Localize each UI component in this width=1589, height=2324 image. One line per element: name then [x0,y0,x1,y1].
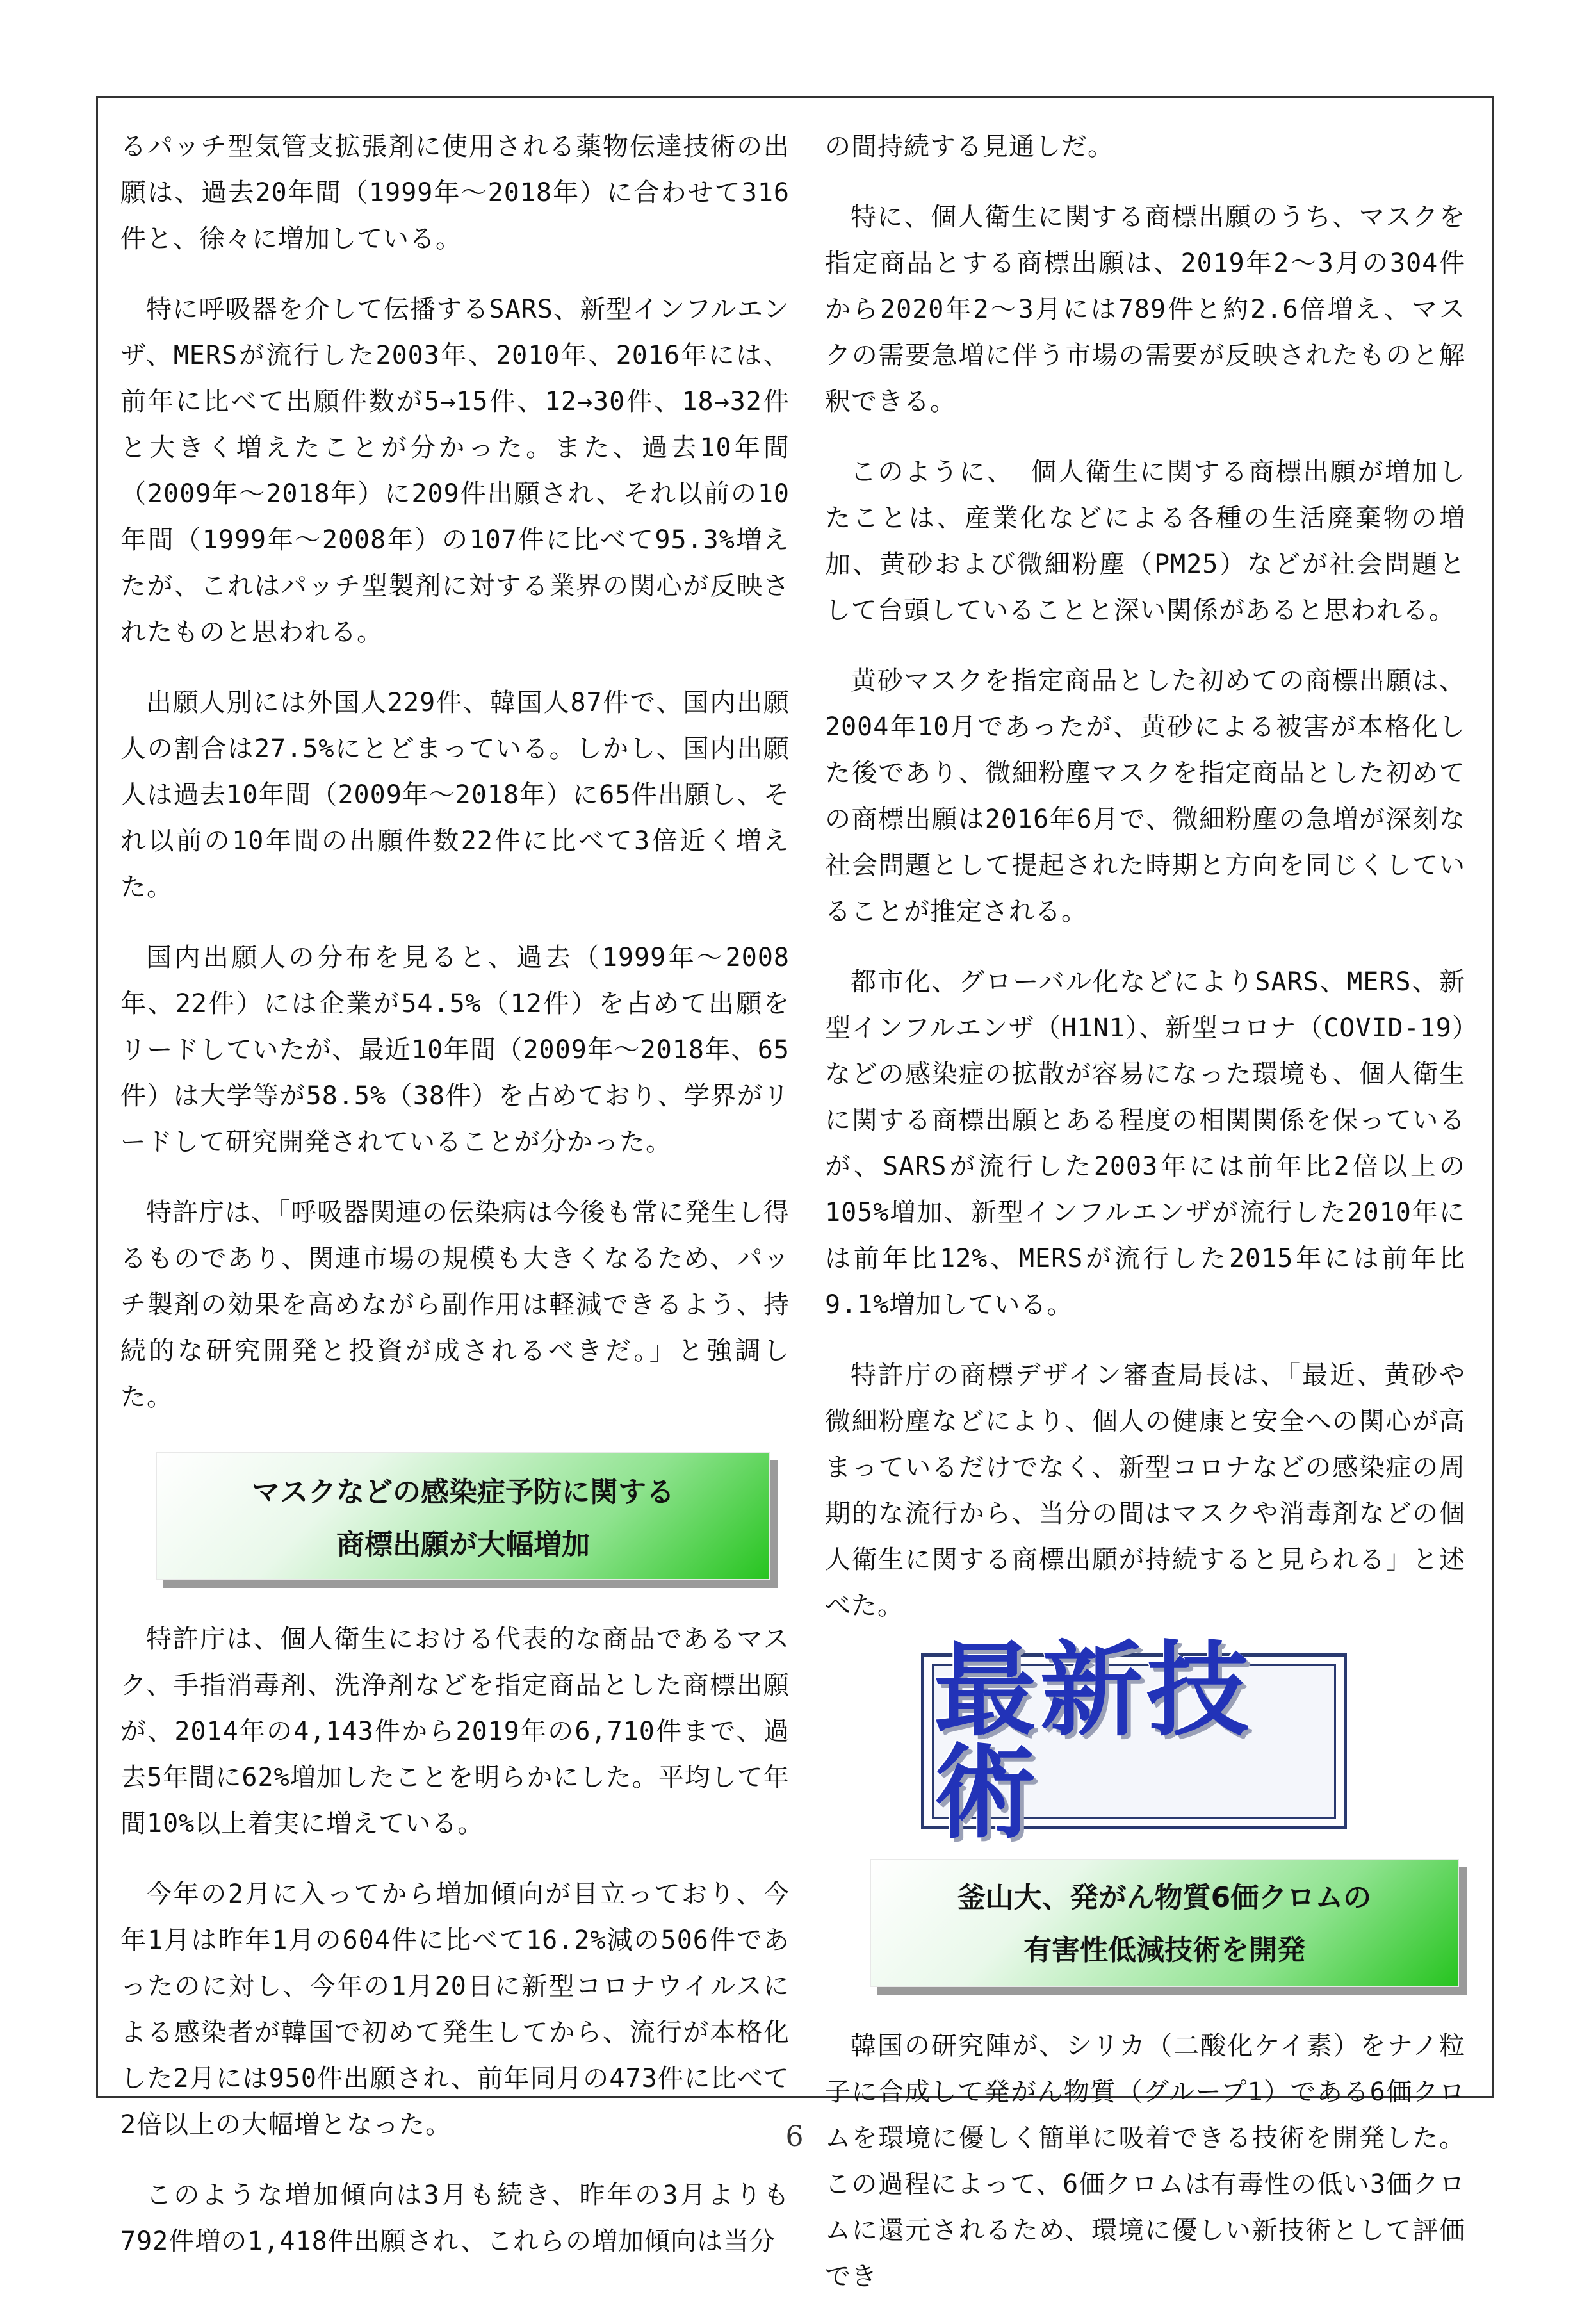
mask-heading-line-1: マスクなどの感染症予防に関する [252,1476,674,1509]
latest-tech-banner-inner [932,1630,1336,1853]
page-frame [96,96,1494,2291]
right-paragraph-7: 韓国の研究陣が、シリカ（二酸化ケイ素）をナノ粒子に合成して発がん物質（グループ1）である6価クロムを環境に優しく簡単に吸着できる技術を開発した。この過程によって、6価クロムは有毒性の低い3価クロムに還元されるため、環境に優しい新技術として評価でき [825,2031,1465,2291]
mask-trademark-heading [156,1452,770,1580]
chromium-heading-line-2: 有害性低減技術を開発 [1023,1934,1305,1967]
latest-tech-title: 最新技術 [934,1630,1253,1853]
right-column [825,124,1465,2324]
left-paragraph-3: 出願人別には外国人229件、韓国人87件で、国内出願人の割合は27.5%にとどまっている。しかし、国内出願人は過去10年間（2009年～2018年）に65件出願し、それ以前の10年間の出願件数22件に比べて3倍近く増えた。 [120,688,790,902]
left-column [120,124,790,2289]
page-number: 6 [785,2120,804,2153]
left-paragraph-2: 特に呼吸器を介して伝播するSARS、新型インフルエンザ、MERSが流行した2003年、2010年、2016年には、前年に比べて出願件数が5→15件、12→30件、18→32件と大きく増えたことが分かった。また、過去10年間（2009年～2018年）に209件出願され、それ以前の10年間（1999年～2008年）の107件に比べて95.3%増えたが、これはパッチ型製剤に対する業界の関心が反映されたものと思われる。 [120,295,790,647]
left-paragraph-5: 特許庁は、「呼吸器関連の伝染病は今後も常に発生し得るものであり、関連市場の規模も大きくなるため、パッチ製剤の効果を高めながら副作用は軽減できるよう、持続的な研究開発と投資が成されるべきだ。」と強調した。 [120,1198,790,1412]
left-paragraph-6: 特許庁は、個人衛生における代表的な商品であるマスク、手指消毒剤、洗浄剤などを指定商品とした商標出願が、2014年の4,143件から2019年の6,710件まで、過去5年間に62%増加したことを明らかにした。平均して年間10%以上着実に増えている。 [120,1624,790,1838]
left-paragraph-1: るパッチ型気管支拡張剤に使用される薬物伝達技術の出願は、過去20年間（1999年～2018年）に合わせて316件と、徐々に増加している。 [120,132,790,254]
chromium-heading-line-1: 釜山大、発がん物質6価クロムの [957,1881,1372,1914]
right-paragraph-5: 都市化、グローバル化などによりSARS、MERS、新型インフルエンザ（H1N1）、新型コロナ（COVID-19）などの感染症の拡散が容易になった環境も、個人衛生に関する商標出願とある程度の相関関係を保っているが、SARSが流行した2003年には前年比2倍以上の105%増加、新型インフルエンザが流行した2010年には前年比12%、MERSが流行した2015年には前年比9.1%増加している。 [825,967,1465,1320]
chromium-research-heading [870,1859,1459,1987]
right-paragraph-1: の間持続する見通しだ。 [825,132,1114,161]
right-paragraph-3: このように、 個人衛生に関する商標出願が増加したことは、産業化などによる各種の生活廃棄物の増加、黄砂および微細粉塵（PM25）などが社会問題として台頭していることと深い関係があると思われる。 [825,457,1465,625]
latest-tech-banner [921,1630,1347,1853]
mask-heading-line-2: 商標出願が大幅増加 [336,1528,590,1561]
right-paragraph-4: 黄砂マスクを指定商品とした初めての商標出願は、2004年10月であったが、黄砂による被害が本格化した後であり、微細粉塵マスクを指定商品とした初めての商標出願は2016年6月で、微細粉塵の急増が深刻な社会問題として提起された時期と方向を同じくしていることが推定される。 [825,666,1465,926]
right-paragraph-6: 特許庁の商標デザイン審査局長は、「最近、黄砂や微細粉塵などにより、個人の健康と安全への関心が高まっているだけでなく、新型コロナなどの感染症の周期的な流行から、当分の間はマスクや消毒剤などの個人衛生に関する商標出願が持続すると見られる」と述べた。 [825,1361,1465,1621]
left-paragraph-8: このような増加傾向は3月も続き、昨年の3月よりも792件増の1,418件出願され、これらの増加傾向は当分 [120,2181,790,2256]
right-paragraph-2: 特に、個人衛生に関する商標出願のうち、マスクを指定商品とする商標出願は、2019年2～3月の304件から2020年2～3月には789件と約2.6倍増え、マスクの需要急増に伴う市場の需要が反映されたものと解釈できる。 [825,202,1465,416]
left-paragraph-7: 今年の2月に入ってから増加傾向が目立っており、今年1月は昨年1月の604件に比べて16.2%減の506件であったのに対し、今年の1月20日に新型コロナウイルスによる感染者が韓国で初めて発生してから、流行が本格化した2月には950件出願され、前年同月の473件に比べて2倍以上の大幅増となった。 [120,1879,790,2140]
left-paragraph-4: 国内出願人の分布を見ると、過去（1999年～2008年、22件）には企業が54.5%（12件）を占めて出願をリードしていたが、最近10年間（2009年～2018年、65件）は大学等が58.5%（38件）を占めており、学界がリードして研究開発されていることが分かった。 [120,943,790,1157]
